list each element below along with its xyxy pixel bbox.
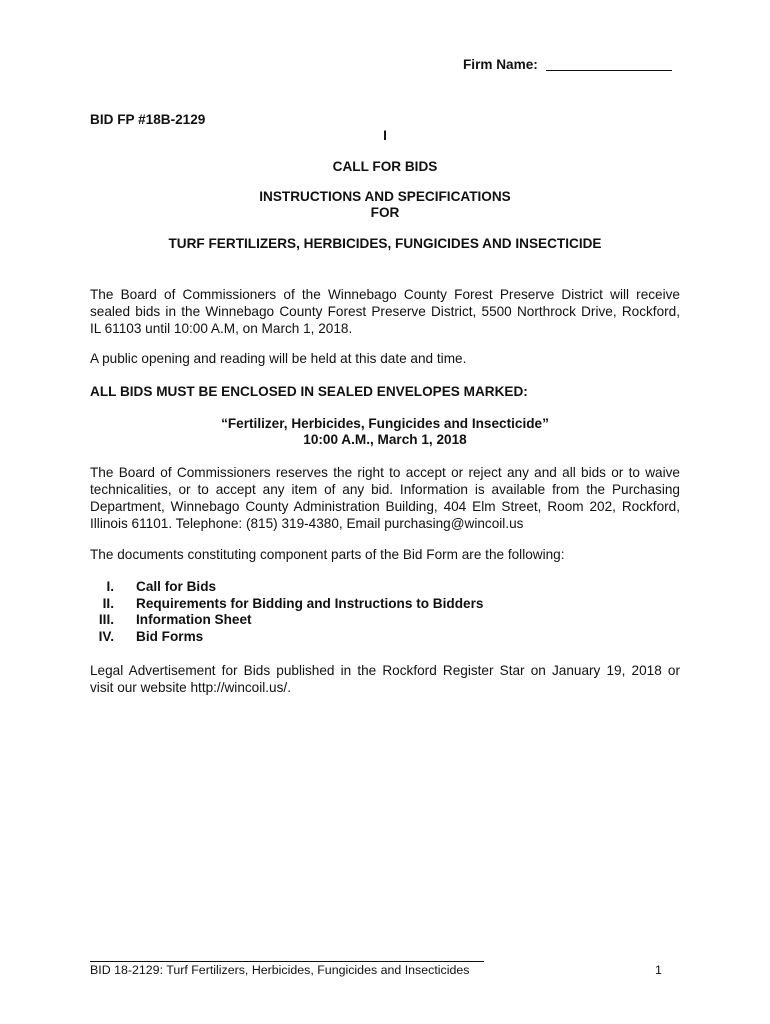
paragraph-component-parts: The documents constituting component parts of the Bid Form are the following: (90, 547, 565, 562)
paragraph-line: IL 61103 until 10:00 A.M, on March 1, 2018. (90, 321, 353, 336)
firm-name-blank-line (546, 57, 672, 71)
paragraph-line: Illinois 61101. Telephone: (815) 319-4380, Email purchasing@wincoil.us (90, 516, 524, 531)
page-number: 1 (655, 963, 662, 977)
envelope-marking-date: 10:00 A.M., March 1, 2018 (303, 432, 467, 447)
list-item-label: Requirements for Bidding and Instructions to Bidders (136, 595, 484, 611)
title-instructions: INSTRUCTIONS AND SPECIFICATIONS (259, 189, 511, 204)
footer-text: BID 18-2129: Turf Fertilizers, Herbicides, Fungicides and Insecticides (90, 963, 470, 977)
title-call-for-bids: CALL FOR BIDS (332, 159, 438, 174)
list-item-number: III. (98, 612, 114, 628)
firm-name-label: Firm Name: (463, 57, 538, 72)
list-item-label: Bid Forms (136, 628, 204, 644)
bid-number: BID FP #18B-2129 (90, 112, 206, 127)
list-item-number: II. (102, 595, 114, 611)
paragraph-line: The Board of Commissioners reserves the right to accept or reject any and all bids or to waive (90, 465, 680, 480)
paragraph-line: visit our website http://wincoil.us/. (90, 680, 291, 695)
paragraph-legal-advertisement (90, 662, 680, 696)
firm-name-field (463, 57, 693, 72)
footer-divider (90, 961, 484, 962)
paragraph-board-receive-bids (90, 286, 680, 337)
section-roman-numeral: I (383, 128, 387, 143)
list-item-number: IV. (98, 628, 114, 644)
list-item (82, 596, 483, 613)
list-item-label: Call for Bids (136, 579, 217, 594)
paragraph-sealed-envelopes: ALL BIDS MUST BE ENCLOSED IN SEALED ENVELOPES MARKED: (90, 384, 528, 399)
list-item-label: Information Sheet (136, 612, 252, 628)
list-item-number: I. (106, 579, 114, 594)
paragraph-board-reserves-right (90, 464, 680, 532)
list-item (82, 612, 483, 629)
paragraph-line: Legal Advertisement for Bids published in the Rockford Register Star on January 19, 2018 or (90, 663, 680, 678)
component-parts-list (82, 579, 483, 645)
list-item (82, 579, 483, 596)
envelope-marking-title: “Fertilizer, Herbicides, Fungicides and Insecticide” (221, 416, 549, 431)
title-subject: TURF FERTILIZERS, HERBICIDES, FUNGICIDES AND INSECTICIDE (168, 236, 602, 251)
paragraph-line: The Board of Commissioners of the Winnebago County Forest Preserve District will receive (90, 287, 680, 302)
paragraph-line: sealed bids in the Winnebago County Forest Preserve District, 5500 Northrock Drive, Rockford, (90, 304, 680, 319)
paragraph-public-opening: A public opening and reading will be held at this date and time. (90, 351, 467, 366)
paragraph-line: Department, Winnebago County Administration Building, 404 Elm Street, Room 202, Rockford, (90, 499, 680, 514)
title-for: FOR (370, 205, 400, 220)
list-item (82, 629, 483, 646)
paragraph-line: technicalities, or to accept any item of any bid. Information is available from the Purchasing (90, 482, 680, 497)
